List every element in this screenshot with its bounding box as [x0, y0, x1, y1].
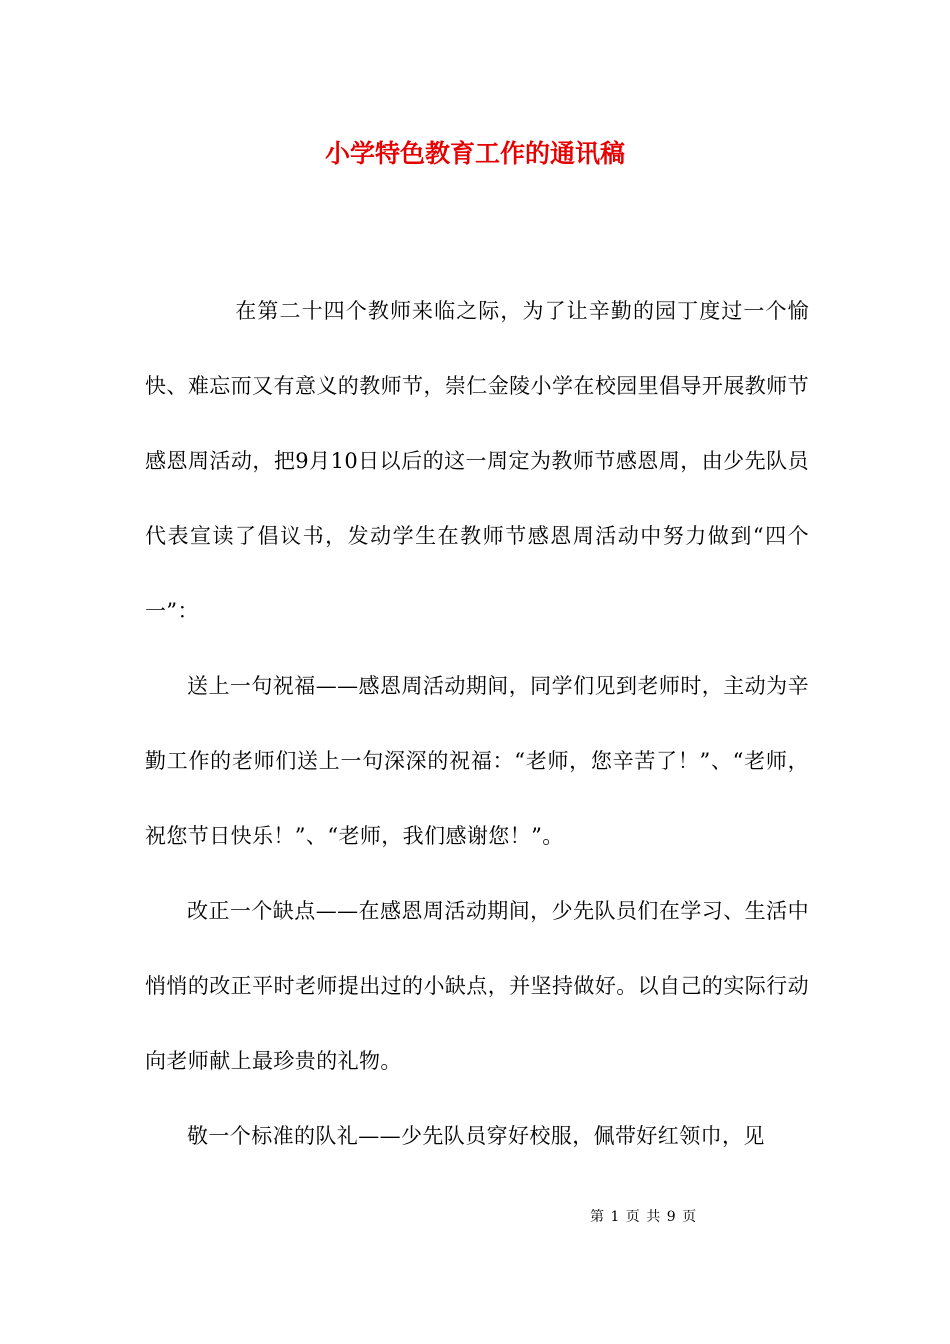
document-title: 小学特色教育工作的通讯稿 — [324, 139, 625, 168]
paragraph-blessing: 送上一句祝福——感恩周活动期间，同学们见到老师时，主动为辛勤工作的老师们送上一句深深的祝福：“老师，您辛苦了！”、“老师，祝您节日快乐！”、“老师，我们感谢您！”。 — [145, 674, 809, 848]
paragraph-correction: 改正一个缺点——在感恩周活动期间，少先队员们在学习、生活中悄悄的改正平时老师提出过的小缺点，并坚持做好。以自己的实际行动向老师献上最珍贵的礼物。 — [145, 899, 809, 1073]
paragraph-salute: 敬一个标准的队礼——少先队员穿好校服，佩带好红领巾，见 — [187, 1124, 765, 1148]
page-number-label: 第 1 页 共 9 页 — [590, 1209, 698, 1225]
document-body — [145, 274, 809, 1174]
paragraph-intro: 在第二十四个教师来临之际，为了让辛勤的园丁度过一个愉快、难忘而又有意义的教师节，崇仁金陵小学在校园里倡导开展教师节感恩周活动，把9月10日以后的这一周定为教师节感恩周，由少先队员代表宣读了倡议书，发动学生在教师节感恩周活动中努力做到“四个一”： — [145, 299, 809, 623]
page-footer — [590, 1207, 697, 1227]
